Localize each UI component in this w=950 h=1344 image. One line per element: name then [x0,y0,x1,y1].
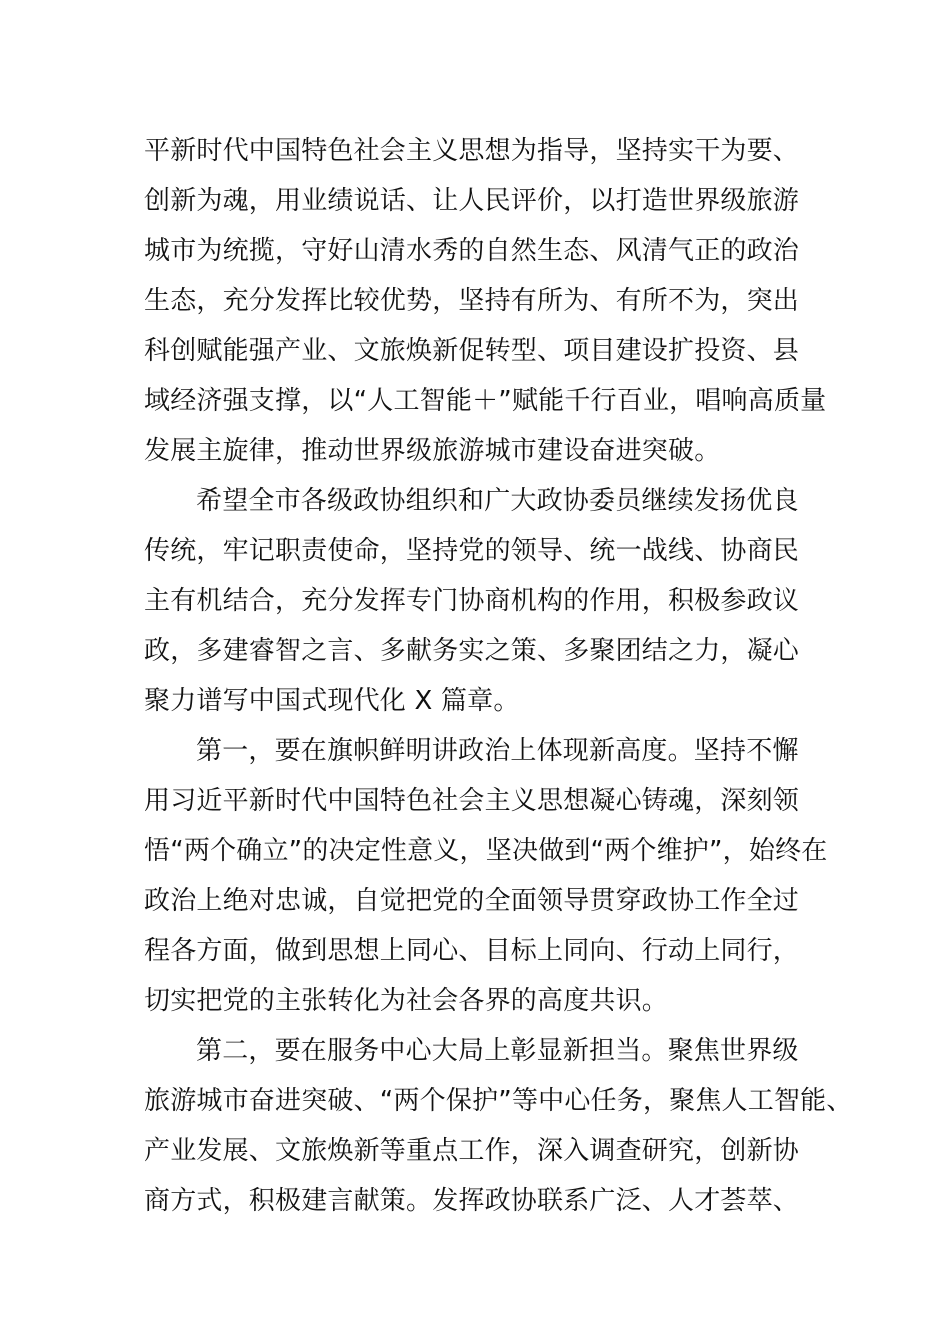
text-line: 平新时代中国特色社会主义思想为指导，坚持实干为要、 [144,136,800,166]
text-line: 聚力谱写中国式现代化 X 篇章。 [144,686,520,716]
text-line: 商方式，积极建言献策。发挥政协联系广泛、人才荟萃、 [144,1186,800,1216]
paragraph-3 [144,726,828,1026]
text-line: 政，多建睿智之言、多献务实之策、多聚团结之力，凝心 [144,636,800,666]
paragraph-1 [144,126,827,476]
text-line: 程各方面，做到思想上同心、目标上同向、行动上同行， [144,936,800,966]
text-line: 域经济强支撑，以“人工智能＋”赋能千行百业，唱响高质量 [144,386,827,416]
text-line: 城市为统揽，守好山清水秀的自然生态、风清气正的政治 [144,236,800,266]
text-line: 科创赋能强产业、文旅焕新促转型、项目建设扩投资、县 [144,336,800,366]
text-line: 创新为魂，用业绩说话、让人民评价，以打造世界级旅游 [144,186,800,216]
text-line: 主有机结合，充分发挥专门协商机构的作用，积极参政议 [144,586,800,616]
text-line: 希望全市各级政协组织和广大政协委员继续发扬优良 [196,486,799,516]
text-line: 切实把党的主张转化为社会各界的高度共识。 [144,986,669,1016]
text-line: 传统，牢记职责使命，坚持党的领导、统一战线、协商民 [144,536,800,566]
text-line: 生态，充分发挥比较优势，坚持有所为、有所不为，突出 [144,286,800,316]
text-line: 旅游城市奋进突破、“两个保护”等中心任务，聚焦人工智能、 [144,1086,853,1116]
text-line: 悟“两个确立”的决定性意义，坚决做到“两个维护”，始终在 [144,836,828,866]
text-line: 政治上绝对忠诚，自觉把党的全面领导贯穿政协工作全过 [144,886,800,916]
paragraph-4 [144,1026,853,1226]
body-text [144,126,853,1226]
text-line: 产业发展、文旅焕新等重点工作，深入调查研究，创新协 [144,1136,800,1166]
text-line: 第二，要在服务中心大局上彰显新担当。聚焦世界级 [196,1036,799,1066]
text-line: 用习近平新时代中国特色社会主义思想凝心铸魂，深刻领 [144,786,800,816]
text-line: 第一，要在旗帜鲜明讲政治上体现新高度。坚持不懈 [196,736,799,766]
paragraph-2 [144,476,824,726]
text-line: 发展主旋律，推动世界级旅游城市建设奋进突破。 [144,436,721,466]
